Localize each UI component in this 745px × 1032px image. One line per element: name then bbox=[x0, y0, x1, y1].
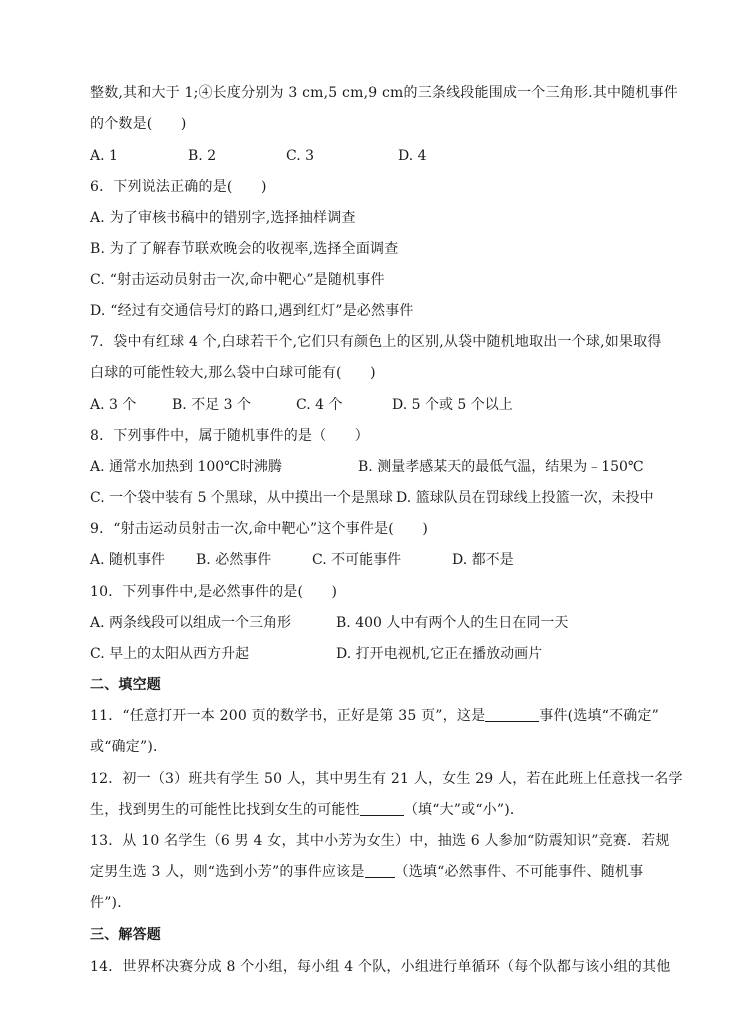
q12-text-line-1: 12．初一（3）班共有学生 50 人，其中男生有 21 人，女生 29 人，若在此班上任意找一名学 bbox=[90, 771, 683, 787]
q12-text-part-2: （填“大”或“小”)． bbox=[403, 802, 525, 818]
q8-option-d: D. 篮球队员在罚球线上投篮一次，未投中 bbox=[396, 490, 654, 506]
q7-option-d: D. 5 个或 5 个以上 bbox=[392, 397, 513, 413]
q13-answer-blank bbox=[365, 863, 395, 878]
q11-text-part-2: 事件(选填“不确定” bbox=[539, 708, 660, 724]
q5-option-c: C. 3 bbox=[286, 148, 315, 164]
q10-option-a: A. 两条线段可以组成一个三角形 bbox=[90, 615, 292, 631]
q8-option-c: C. 一个袋中装有 5 个黑球，从中摸出一个是黑球 bbox=[90, 490, 393, 506]
q11-answer-blank bbox=[485, 707, 539, 722]
q12-text-part-1: 生，找到男生的可能性比找到女生的可能性 bbox=[90, 802, 360, 818]
q6-option-c: C. “射击运动员射击一次,命中靶心”是随机事件 bbox=[90, 272, 385, 288]
section-heading-answer: 三、解答题 bbox=[90, 927, 161, 943]
q11-text-part-1: 11．“任意打开一本 200 页的数学书，正好是第 35 页”，这是 bbox=[90, 708, 486, 724]
q11-text-line-2: 或“确定”)． bbox=[90, 739, 168, 755]
q9-option-c: C. 不可能事件 bbox=[312, 552, 402, 568]
q9-option-a: A. 随机事件 bbox=[90, 552, 166, 568]
q14-text-line-1: 14．世界杯决赛分成 8 个小组，每小组 4 个队，小组进行单循环（每个队都与该小组的其他 bbox=[90, 959, 671, 975]
q7-option-a: A. 3 个 bbox=[90, 397, 137, 413]
q10-option-b: B. 400 人中有两个人的生日在同一天 bbox=[336, 615, 569, 631]
q8-option-b: B. 测量孝感某天的最低气温，结果为﹣150℃ bbox=[358, 459, 644, 475]
q5-option-d: D. 4 bbox=[398, 148, 427, 164]
q6-stem: 6．下列说法正确的是( ) bbox=[90, 179, 267, 195]
q13-text-line-3: 件”)． bbox=[90, 895, 132, 911]
q5-option-b: B. 2 bbox=[188, 148, 217, 164]
q8-option-a: A. 通常水加热到 100℃时沸腾 bbox=[90, 459, 282, 475]
q10-option-c: C. 早上的太阳从西方升起 bbox=[90, 646, 250, 662]
q13-text-line-1: 13．从 10 名学生（6 男 4 女，其中小芳为女生）中，抽选 6 人参加“防震知识”竞赛．若规 bbox=[90, 833, 670, 849]
q5-option-a: A. 1 bbox=[90, 148, 118, 164]
q10-option-d: D. 打开电视机,它正在播放动画片 bbox=[336, 646, 543, 662]
q5-text-line-1: 整数,其和大于 1;④长度分别为 3 cm,5 cm,9 cm的三条线段能围成一个三角形.其中随机事件 bbox=[90, 85, 678, 101]
q6-option-b: B. 为了了解春节联欢晚会的收视率,选择全面调查 bbox=[90, 241, 399, 257]
q9-option-d: D. 都不是 bbox=[452, 552, 514, 568]
q7-text-line-1: 7．袋中有红球 4 个,白球若干个,它们只有颜色上的区别,从袋中随机地取出一个球,如果取得 bbox=[90, 334, 662, 350]
q5-text-line-2: 的个数是( ) bbox=[90, 116, 187, 132]
q7-option-c: C. 4 个 bbox=[296, 397, 343, 413]
q11-text-line-1 bbox=[90, 707, 670, 725]
q13-text-part-2: （选填“必然事件、不可能事件、随机事 bbox=[394, 864, 644, 880]
section-heading-fill-in: 二、填空题 bbox=[90, 677, 161, 693]
q12-answer-blank bbox=[360, 801, 404, 816]
q7-option-b: B. 不足 3 个 bbox=[172, 397, 251, 413]
q9-stem: 9．“射击运动员射击一次,命中靶心”这个事件是( ) bbox=[90, 521, 428, 537]
q8-stem: 8．下列事件中，属于随机事件的是（ ） bbox=[90, 428, 369, 444]
q9-option-b: B. 必然事件 bbox=[196, 552, 272, 568]
q10-stem: 10．下列事件中,是必然事件的是( ) bbox=[90, 584, 338, 600]
q13-text-part-1: 定男生选 3 人，则“选到小芳”的事件应该是 bbox=[90, 864, 365, 880]
q6-option-a: A. 为了审核书稿中的错别字,选择抽样调查 bbox=[90, 210, 356, 226]
q6-option-d: D. “经过有交通信号灯的路口,遇到红灯”是必然事件 bbox=[90, 303, 414, 319]
q13-text-line-2 bbox=[90, 863, 670, 881]
q12-text-line-2 bbox=[90, 801, 670, 819]
q7-text-line-2: 白球的可能性较大,那么袋中白球可能有( ) bbox=[90, 365, 376, 381]
